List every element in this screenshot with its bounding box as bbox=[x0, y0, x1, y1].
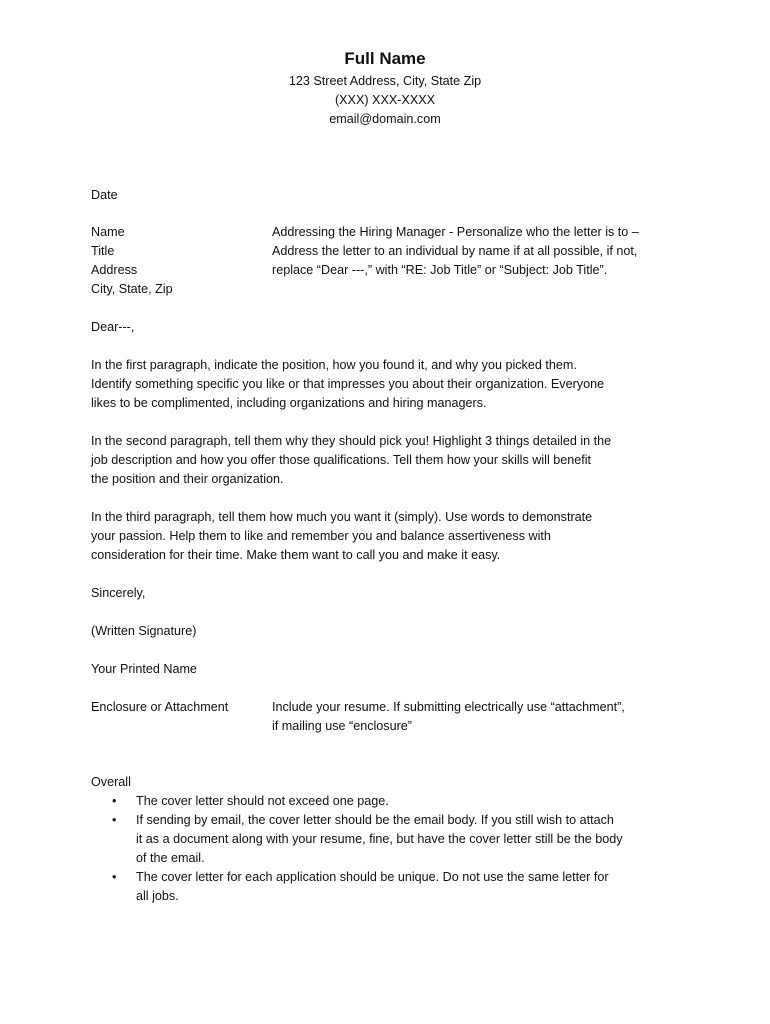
full-name: Full Name bbox=[344, 49, 426, 68]
list-item-line: The cover letter for each application should be unique. Do not use the same letter for bbox=[136, 870, 609, 884]
list-item bbox=[91, 868, 731, 906]
paragraph-line: In the first paragraph, indicate the position, how you found it, and why you picked them. bbox=[91, 358, 577, 372]
addressing-note bbox=[272, 223, 742, 280]
paragraph-line: likes to be complimented, including organizations and hiring managers. bbox=[91, 396, 487, 410]
enclosure-note bbox=[272, 698, 742, 736]
paragraph-line: your passion. Help them to like and remember you and balance assertiveness with bbox=[91, 529, 551, 543]
list-item-line: it as a document along with your resume, fine, but have the cover letter still be the body bbox=[136, 832, 623, 846]
recipient-block bbox=[91, 223, 261, 299]
paragraph-line: In the second paragraph, tell them why they should pick you! Highlight 3 things detailed in the bbox=[91, 434, 612, 448]
recipient-address: Address bbox=[91, 263, 138, 277]
salutation: Dear---, bbox=[91, 320, 135, 334]
enclosure-label: Enclosure or Attachment bbox=[91, 700, 229, 714]
addressing-note-line: replace “Dear ---,” with “RE: Job Title” or “Subject: Job Title”. bbox=[272, 263, 608, 277]
list-item bbox=[91, 811, 731, 868]
addressing-note-line: Address the letter to an individual by name if at all possible, if not, bbox=[272, 244, 638, 258]
bullet-icon: • bbox=[112, 794, 117, 808]
recipient-city-state-zip: City, State, Zip bbox=[91, 282, 173, 296]
enclosure-note-line: if mailing use “enclosure” bbox=[272, 719, 412, 733]
paragraph-third bbox=[91, 508, 711, 565]
paragraph-line: the position and their organization. bbox=[91, 472, 284, 486]
paragraph-line: job description and how you offer those qualifications. Tell them how your skills will benefit bbox=[91, 453, 592, 467]
written-signature: (Written Signature) bbox=[91, 624, 197, 638]
paragraph-first bbox=[91, 356, 711, 413]
list-item-line: all jobs. bbox=[136, 889, 179, 903]
recipient-title: Title bbox=[91, 244, 115, 258]
list-item-line: The cover letter should not exceed one page. bbox=[136, 794, 389, 808]
recipient-name: Name bbox=[91, 225, 125, 239]
addressing-note-line: Addressing the Hiring Manager - Personalize who the letter is to – bbox=[272, 225, 639, 239]
paragraph-line: consideration for their time. Make them want to call you and make it easy. bbox=[91, 548, 501, 562]
phone-number: (XXX) XXX-XXXX bbox=[334, 93, 436, 107]
printed-name: Your Printed Name bbox=[91, 662, 197, 676]
list-item bbox=[91, 792, 731, 811]
letter-date: Date bbox=[91, 188, 118, 202]
enclosure-note-line: Include your resume. If submitting electrically use “attachment”, bbox=[272, 700, 625, 714]
street-address: 123 Street Address, City, State Zip bbox=[288, 74, 482, 88]
overall-heading: Overall bbox=[91, 775, 131, 789]
bullet-icon: • bbox=[112, 813, 117, 827]
paragraph-line: In the third paragraph, tell them how much you want it (simply). Use words to demonstrate bbox=[91, 510, 593, 524]
list-item-line: If sending by email, the cover letter should be the email body. If you still wish to attach bbox=[136, 813, 614, 827]
paragraph-second bbox=[91, 432, 711, 489]
paragraph-line: Identify something specific you like or that impresses you about their organization. Everyone bbox=[91, 377, 605, 391]
list-item-line: of the email. bbox=[136, 851, 205, 865]
closing: Sincerely, bbox=[91, 586, 146, 600]
email-address: email@domain.com bbox=[329, 112, 441, 126]
overall-list bbox=[91, 792, 731, 906]
bullet-icon: • bbox=[112, 870, 117, 884]
